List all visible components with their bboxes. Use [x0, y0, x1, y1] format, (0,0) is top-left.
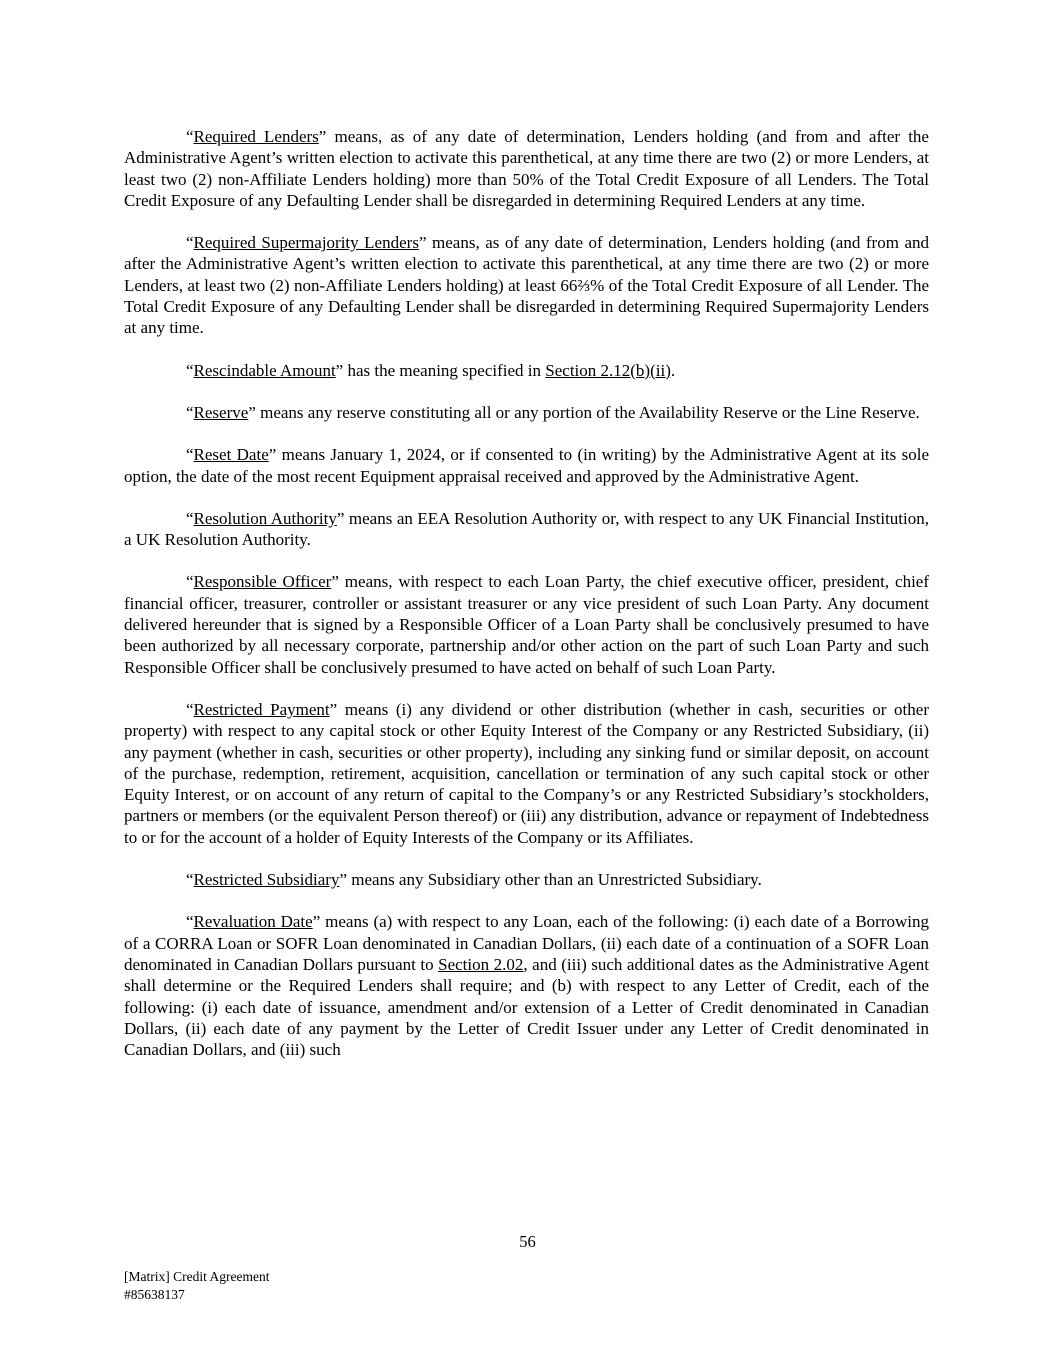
- defined-term: Resolution Authority: [193, 508, 337, 528]
- text-segment: ” means, with respect to each Loan Party, the chief executive officer, president, chief financial officer, treasurer, controller or assistant treasurer or any vice president of such Loan Party. Any document delivered hereunder that is signed by a Responsible Officer of a Loan Party shall be conclusively presumed to have been authorized by all necessary corporate, partnership and/or other action on the part of such Loan Party and such Responsible Officer shall be conclusively presumed to have acted on behalf of such Loan Party.: [124, 572, 930, 677]
- text-segment: “: [186, 127, 194, 146]
- paragraph: [124, 869, 929, 890]
- defined-term: Section 2.02: [438, 954, 524, 974]
- defined-term: Restricted Payment: [193, 699, 330, 719]
- defined-term: Rescindable Amount: [193, 360, 336, 380]
- text-segment: “: [186, 402, 194, 422]
- page-number: 56: [519, 1232, 536, 1251]
- text-segment: ” means (a) with respect to any Loan, each of the following: (i) each date of a Borrowing of a CORRA Loan or SOFR Loan denominated in Canadian Dollars, (ii) each date of a continuation of a SOFR Loan denominated in Canadian Dollars pursuant to: [124, 912, 929, 974]
- text-segment: ” has the meaning specified in: [335, 360, 546, 380]
- defined-term: Restricted Subsidiary: [193, 870, 340, 890]
- text-segment: “: [186, 572, 194, 592]
- footer-doc-title: [Matrix] Credit Agreement: [124, 1269, 270, 1284]
- paragraph: [124, 571, 929, 677]
- text-segment: ” means, as of any date of determination, Lenders holding (and from and after the Administrative Agent’s written election to activate this parenthetical, at any time there are two (2) or more Lenders, at least two (2) non-Affiliate Lenders holding) more than 50% of the Total Credit Exposure of all Lenders. The Total Credit Exposure of any Defaulting Lender shall be disregarded in determining Required Lenders at any time.: [124, 127, 929, 210]
- text-segment: ” means, as of any date of determination, Lenders holding (and from and after the Administrative Agent’s written election to activate this parenthetical, at any time there are two (2) or more Lenders, at least two (2) non-Affiliate Lenders holding) at least 66⅔% of the Total Credit Exposure of all Lender. The Total Credit Exposure of any Defaulting Lender shall be disregarded in determining Required Supermajority Lenders at any time.: [124, 233, 929, 338]
- defined-term: Required Lenders: [193, 127, 319, 146]
- paragraph: [124, 126, 929, 211]
- text-segment: “: [186, 508, 194, 528]
- paragraph: [124, 402, 929, 423]
- text-segment: ” means January 1, 2024, or if consented to (in writing) by the Administrative Agent at its sole option, the date of the most recent Equipment appraisal received and approved by the Administrative Agent.: [124, 445, 929, 486]
- paragraph: [124, 232, 929, 338]
- paragraph: [124, 444, 929, 487]
- defined-term: Revaluation Date: [193, 912, 313, 932]
- defined-term: Responsible Officer: [193, 572, 332, 592]
- text-segment: “: [186, 445, 194, 465]
- footer-doc-id: #85638137: [124, 1286, 185, 1302]
- paragraph: [124, 911, 929, 1060]
- text-segment: “: [186, 360, 194, 380]
- defined-term: Reserve: [193, 402, 249, 422]
- text-segment: ” means any reserve constituting all or any portion of the Availability Reserve or the Line Reserve.: [248, 402, 920, 422]
- document-footer: [124, 1268, 269, 1303]
- text-segment: ” means an EEA Resolution Authority or, with respect to any UK Financial Institution, a UK Resolution Authority.: [124, 508, 929, 550]
- text-segment: .: [670, 360, 676, 380]
- text-segment: , and (iii) such additional dates as the Administrative Agent shall determine or the Required Lenders shall require; and (b) with respect to any Letter of Credit, each of the following: (i) each date of issuance, amendment and/or extension of a Letter of Credit denominated in Canadian Dollars, (ii) each date of any payment by the Letter of Credit Issuer under any Letter of Credit denominated in Canadian Dollars, and (iii) such: [124, 954, 929, 1060]
- text-segment: “: [186, 870, 194, 890]
- text-segment: “: [186, 699, 194, 719]
- defined-term: Required Supermajority Lenders: [193, 233, 419, 253]
- text-segment: “: [186, 912, 194, 932]
- paragraph: [124, 699, 929, 848]
- defined-term: Reset Date: [193, 445, 269, 465]
- defined-term: Section 2.12(b)(ii): [545, 360, 671, 380]
- document-body: [124, 126, 929, 1081]
- text-segment: ” means any Subsidiary other than an Unrestricted Subsidiary.: [339, 870, 762, 890]
- paragraph: [124, 508, 929, 551]
- text-segment: ” means (i) any dividend or other distribution (whether in cash, securities or other property) with respect to any capital stock or other Equity Interest of the Company or any Restricted Subsidiary, (ii) any payment (whether in cash, securities or other property), including any sinking fund or similar deposit, on account of the purchase, redemption, retirement, acquisition, cancellation or termination of any such capital stock or other Equity Interest, or on account of any return of capital to the Company’s or any Restricted Subsidiary’s stockholders, partners or members (or the equivalent Person thereof) or (iii) any distribution, advance or repayment of Indebtedness to or for the account of a holder of Equity Interests of the Company or its Affiliates.: [124, 699, 929, 847]
- text-segment: “: [186, 233, 194, 253]
- paragraph: [124, 360, 929, 381]
